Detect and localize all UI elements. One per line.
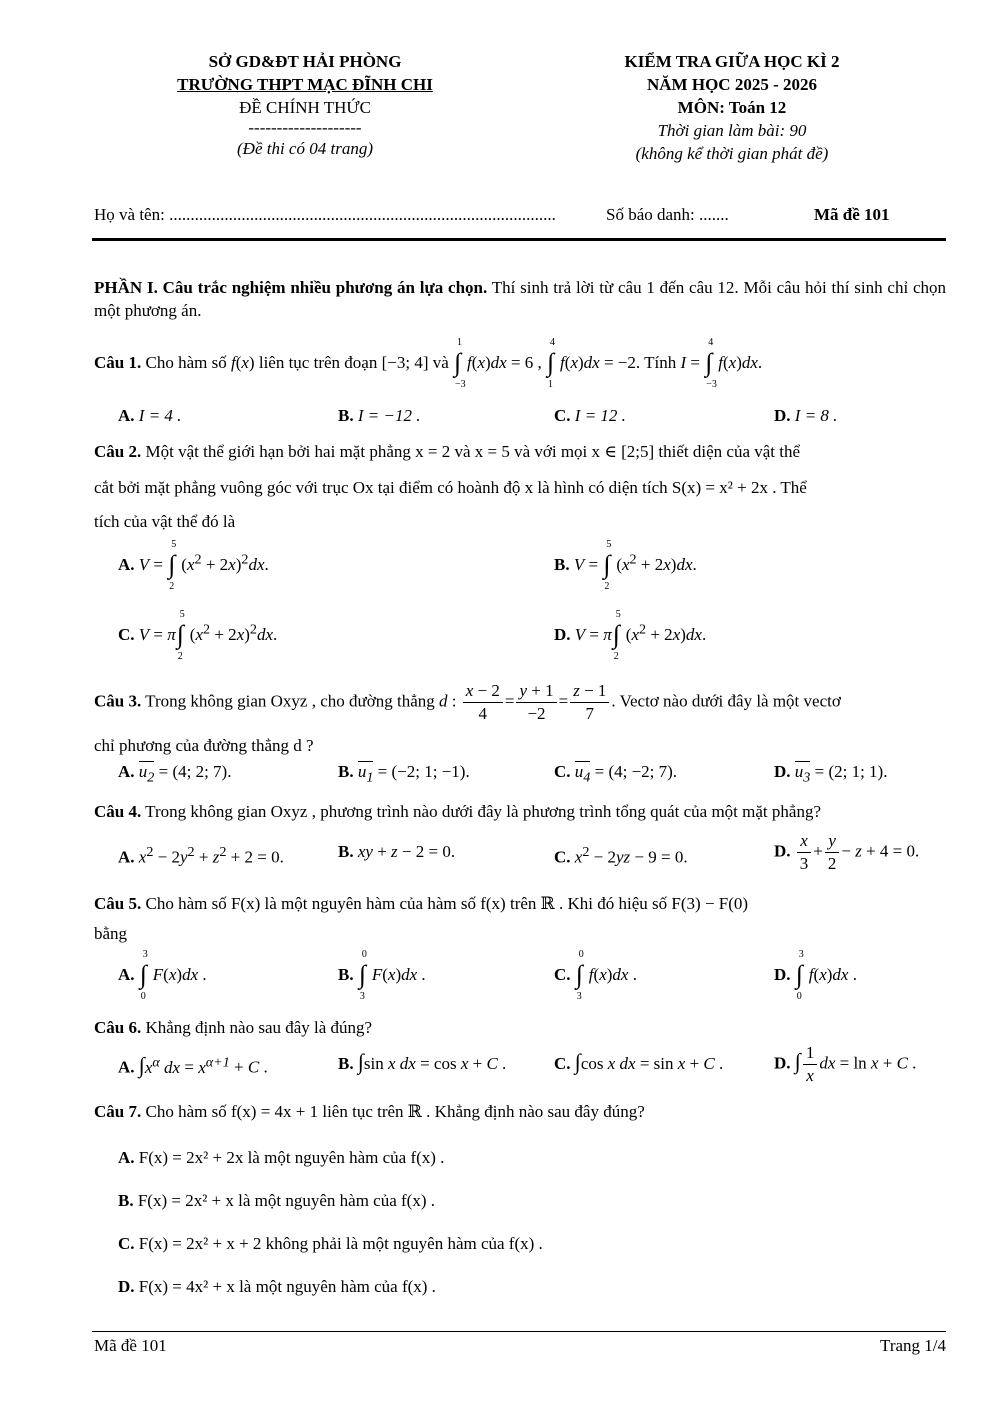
question-2-text-1: Một vật thể giới hạn bởi hai mặt phẳng x = 2 và x = 5 và với mọi x ∈ [2;5] thiết diện của vật thể [141,442,801,461]
question-3-text-b: . Vectơ nào dưới đây là một vectơ [611,691,841,711]
exam-title: KIỂM TRA GIỮA HỌC KÌ 2 [624,52,840,71]
q7-option-b-label: B. [118,1191,134,1210]
q4-option-d[interactable]: D. $\frac{x}{3}$ + $\frac{y}{2}$ − z + 4 = 0. [774,831,920,873]
q1-option-a-label: A. [118,406,135,425]
q5-option-d[interactable]: D. 3 ∫ 0 f(x)dx . [774,949,857,1002]
q6-option-b-label: B. [338,1054,354,1073]
q1-option-b-label: B. [338,406,354,425]
question-5-line-1 [94,892,748,916]
question-1-label: Câu 1. [94,352,142,372]
question-6-stem [94,1016,372,1040]
question-1-stem: Câu 1. Cho hàm số f(x) liên tục trên đoạn [−3; 4] và 1 ∫ −3 f(x)dx = 6 , 4 ∫ 1 f(x)dx = −2. Tính I = 4 ∫ −3 f(x)dx. [94,337,763,390]
q1-option-a-value: I = 4 . [138,406,182,425]
q3-option-a[interactable]: A. $u_2 = (4$; 2; 7). [118,760,231,789]
question-5 [94,892,946,1002]
q4-option-c[interactable]: C. $x^2 - 2yz - 9 = 0$. [554,844,688,867]
q3-option-b[interactable]: B. $u_1 = (-2$; 1; −1). [338,760,470,789]
department-name: SỞ GD&ĐT HẢI PHÒNG [208,52,402,71]
q3-option-b-label: B. [338,762,354,781]
footer-rule [92,1331,946,1332]
question-7-label: Câu 7. [94,1102,142,1121]
question-2 [94,440,946,670]
question-2-line-2: cắt bởi mặt phẳng vuông góc với trục Ox tại điểm có hoành độ x là hình có diện tích S(x) = x² + 2x . Thể [94,478,807,497]
question-3-text-a: Trong không gian Oxyz , cho đường thẳng [141,691,439,711]
part-1-desc: Thí sinh trả lời từ câu 1 đến câu 12. Mỗi câu hỏi thí sinh chỉ chọn một phương án. [94,278,947,320]
school-name: TRƯỜNG THPT MẠC ĐĨNH CHI [177,75,433,94]
q2-option-c-label: C. [118,624,135,644]
q5-option-a[interactable]: A. 3 ∫ 0 F(x)dx . [118,949,207,1002]
q5-option-b-label: B. [338,964,354,984]
q1-option-c-value: I = 12 . [574,406,626,425]
question-4 [94,800,946,880]
q3-option-d-label: D. [774,762,791,781]
question-6-text: Khẳng định nào sau đây là đúng? [141,1018,373,1037]
q7-option-a-label: A. [118,1148,135,1167]
footer-page-number: Trang 1/4 [880,1336,946,1355]
question-1-text-a: Cho hàm số [141,352,231,372]
student-name-field[interactable]: Họ và tên: ........................................................................................... [94,205,556,224]
q6-option-c-label: C. [554,1054,571,1073]
q3-option-c-label: C. [554,762,571,781]
q7-option-a[interactable] [118,1146,444,1170]
q7-option-d-label: D. [118,1277,135,1296]
q4-option-a-label: A. [118,847,135,867]
q4-option-c-label: C. [554,847,571,867]
question-1-text-b: liên tục trên đoạn [254,352,382,372]
question-7-stem [94,1100,645,1124]
q7-option-d[interactable] [118,1275,436,1299]
q5-option-c-label: C. [554,964,571,984]
q4-option-d-label: D. [774,841,791,861]
q3-option-c[interactable]: C. $u_4 = (4$; −2; 7). [554,760,677,789]
q7-option-c-label: C. [118,1234,135,1253]
q5-option-d-label: D. [774,964,791,984]
q6-option-c[interactable]: C. ∫cos x dx = sin x + C . [554,1049,724,1074]
question-7-text: Cho hàm số f(x) = 4x + 1 liên tục trên ℝ . Khẳng định nào sau đây đúng? [141,1102,645,1121]
question-3-label: Câu 3. [94,691,142,711]
q1-option-b[interactable] [338,404,420,428]
q1-option-c[interactable] [554,404,626,428]
q1-option-d-label: D. [774,406,791,425]
question-1-text-c: và [428,352,454,372]
q1-option-b-value: I = −12 . [357,406,421,425]
q4-option-b[interactable]: B. xy + z − 2 = 0. [338,842,456,861]
school-header [150,50,460,160]
divider-dashes: -------------------- [248,118,362,137]
q2-option-a[interactable]: A. V = 5 ∫ 2 $(x^2 + 2x)^2dx$. [118,539,269,592]
part-1-title: PHẦN I. Câu trắc nghiệm nhiều phương án lựa chọn. [94,278,488,297]
q3-option-a-label: A. [118,762,135,781]
time-note: (không kể thời gian phát đề) [635,144,829,163]
footer-exam-code: Mã đề 101 [94,1336,167,1355]
question-2-line-1 [94,440,800,464]
question-5-line-2: bằng [94,924,128,943]
q2-option-d[interactable]: D. V = π 5 ∫ 2 $(x^2 + 2x)dx$. [554,609,707,662]
question-3 [94,680,946,790]
q6-option-b[interactable]: B. ∫sin x dx = cos x + C . [338,1049,507,1074]
q1-option-d-value: I = 8 . [794,406,838,425]
q7-option-a-value: F(x) = 2x² + 2x là một nguyên hàm của f(x) . [134,1148,445,1167]
q5-option-a-label: A. [118,964,135,984]
question-5-label: Câu 5. [94,894,142,913]
exam-header [596,50,868,165]
question-3-line-1: Câu 3. Trong không gian Oxyz , cho đường thẳng d : $\frac{x - 2}{4}$ = $\frac{y + 1}{-2}$ = $\frac{z - 1}{7}$ . Vectơ nào dưới đây là một vectơ [94,681,841,723]
question-4-stem [94,800,821,824]
q2-option-d-label: D. [554,624,571,644]
question-2-label: Câu 2. [94,442,142,461]
q2-option-b-label: B. [554,554,570,574]
time-limit: Thời gian làm bài: 90 [657,121,807,140]
official-label: ĐỀ CHÍNH THỨC [239,98,371,117]
question-6 [94,1016,946,1086]
header-rule [92,238,946,241]
question-4-text: Trong không gian Oxyz , phương trình nào dưới đây là phương trình tổng quát của một mặt phẳng? [141,802,821,821]
q5-option-b[interactable]: B. 0 ∫ 3 F(x)dx . [338,949,426,1002]
part-1-intro [94,276,946,322]
q7-option-b-value: F(x) = 2x² + x là một nguyên hàm của f(x) . [133,1191,435,1210]
q6-option-d-label: D. [774,1053,791,1073]
question-7 [94,1100,946,1300]
question-2-line-3: tích của vật thể đó là [94,512,236,531]
q1-option-c-label: C. [554,406,571,425]
question-6-label: Câu 6. [94,1018,142,1037]
q6-option-a[interactable]: A. $\int x^\alpha$ dx = $x^{\alpha+1} + C$ . [118,1052,268,1078]
subject: MÔN: Toán 12 [677,98,787,117]
q6-option-d[interactable]: D. ∫ $\frac{1}{x}$ dx = ln x + C . [774,1043,917,1085]
question-1-text-d: . Tính [635,352,681,372]
question-5-text-1: Cho hàm số F(x) là một nguyên hàm của hàm số f(x) trên ℝ . Khi đó hiệu số F(3) − F(0) [141,894,749,913]
question-1 [94,334,946,429]
q1-option-d[interactable] [774,404,837,428]
q7-option-c[interactable] [118,1232,543,1256]
school-year: NĂM HỌC 2025 - 2026 [647,75,817,94]
q5-option-c[interactable]: C. 0 ∫ 3 f(x)dx . [554,949,637,1002]
question-4-label: Câu 4. [94,802,142,821]
q7-option-b[interactable] [118,1189,435,1213]
q3-option-d[interactable]: D. $u_3 = (2$; 1; 1). [774,760,887,789]
q2-option-c[interactable]: C. V = π 5 ∫ 2 $(x^2 + 2x)^2dx$. [118,609,278,662]
student-id-field[interactable]: Số báo danh: ....... [606,205,729,224]
q7-option-d-value: F(x) = 4x² + x là một nguyên hàm của f(x) . [134,1277,436,1296]
student-info-line [94,205,946,229]
q4-option-b-label: B. [338,842,354,861]
q6-option-a-label: A. [118,1057,135,1077]
q7-option-c-value: F(x) = 2x² + x + 2 không phải là một nguyên hàm của f(x) . [134,1234,543,1253]
q2-option-b[interactable]: B. V = 5 ∫ 2 $(x^2 + 2x)dx$. [554,539,697,592]
exam-code: Mã đề 101 [814,205,890,224]
q2-option-a-label: A. [118,554,135,574]
q1-option-a[interactable] [118,404,181,428]
q4-option-a[interactable]: A. $x^2 - 2y^2 + z^2 + 2 = 0$. [118,844,284,867]
page-count-note: (Đề thi có 04 trang) [237,139,373,158]
question-3-line-2: chỉ phương của đường thẳng d ? [94,736,314,755]
